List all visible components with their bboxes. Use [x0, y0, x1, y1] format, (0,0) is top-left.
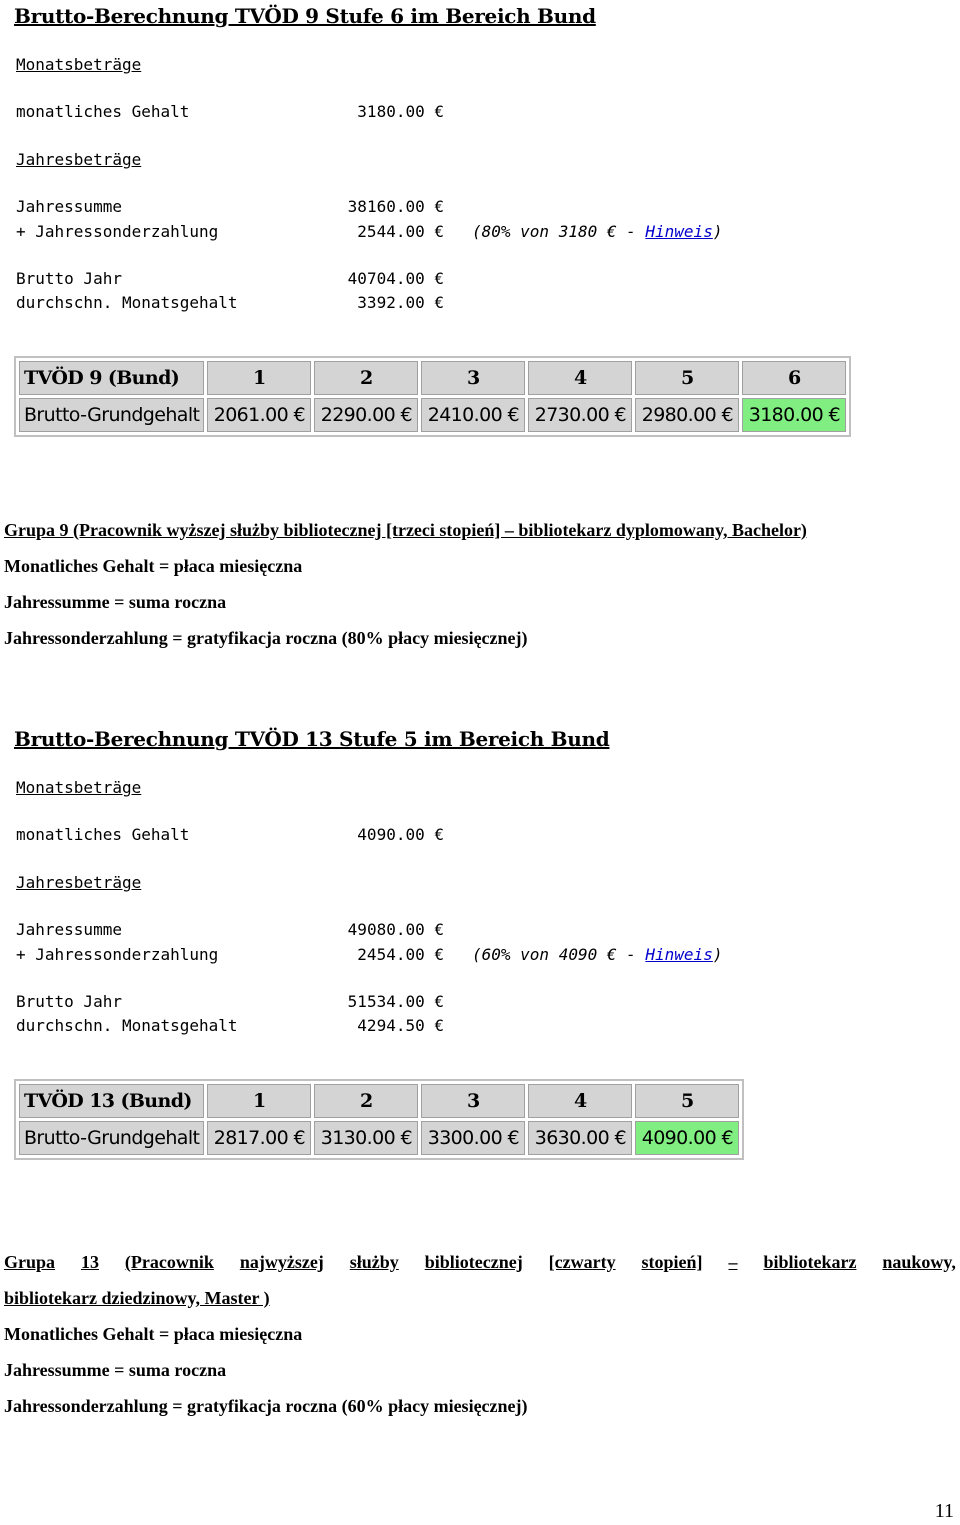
bonus-label: + Jahressonderzahlung [16, 945, 219, 964]
calc-title: Brutto-Berechnung TVÖD 13 Stufe 5 im Bereich Bund [14, 727, 610, 751]
translation-line: Jahressumme = suma roczna [4, 592, 227, 612]
monthly-label: monatliches Gehalt [16, 825, 190, 844]
bonus-note [472, 945, 722, 964]
group-word: naukowy, [882, 1252, 956, 1272]
page-number: 11 [934, 1500, 954, 1522]
bonus-note-prefix: (60% von 4090 € - [472, 945, 646, 964]
salary-cell: 2817.00 € [207, 1121, 311, 1155]
salary-table-row [19, 398, 846, 432]
yearly-sum-value: 49080.00 € [347, 920, 444, 939]
group-word: [czwarty [548, 1252, 616, 1272]
yearly-sum-label: Jahressumme [16, 920, 122, 939]
group-word: najwyższej [239, 1252, 324, 1272]
salary-cell: 2061.00 € [207, 398, 311, 432]
avg-month-value: 3392.00 € [357, 293, 444, 312]
avg-month-value: 4294.50 € [357, 1016, 444, 1035]
group-word: służby [349, 1252, 399, 1272]
salary-table [14, 356, 851, 437]
group-description-line1 [4, 1252, 956, 1273]
salary-table-row [19, 1121, 739, 1155]
step-header: 3 [421, 1084, 525, 1118]
gross-year-label: Brutto Jahr [16, 992, 122, 1011]
translation-line: Jahressonderzahlung = gratyfikacja roczna (80% płacy miesięcznej) [4, 628, 528, 648]
yearly-heading: Jahresbeträge [16, 873, 142, 892]
salary-cell: 2730.00 € [528, 398, 632, 432]
step-header: 6 [742, 361, 846, 395]
row-label: Brutto-Grundgehalt [19, 398, 204, 432]
bonus-note-suffix: ) [712, 222, 723, 241]
yearly-heading: Jahresbeträge [16, 150, 142, 169]
hinweis-link[interactable]: Hinweis [645, 222, 713, 241]
salary-cell: 3300.00 € [421, 1121, 525, 1155]
step-header: 1 [207, 361, 311, 395]
table-header-label: TVÖD 9 (Bund) [19, 361, 204, 395]
group-description-line2: bibliotekarz dziedzinowy, Master ) [4, 1288, 270, 1308]
bonus-value: 2454.00 € [357, 945, 444, 964]
table-header-label: TVÖD 13 (Bund) [19, 1084, 204, 1118]
salary-table-header-row [19, 1084, 739, 1118]
bonus-label: + Jahressonderzahlung [16, 222, 219, 241]
yearly-sum-label: Jahressumme [16, 197, 122, 216]
avg-month-label: durchschn. Monatsgehalt [16, 293, 238, 312]
bonus-value: 2544.00 € [357, 222, 444, 241]
step-header: 2 [314, 1084, 418, 1118]
translation-line: Jahressumme = suma roczna [4, 1360, 227, 1380]
salary-table [14, 1079, 744, 1160]
row-label: Brutto-Grundgehalt [19, 1121, 204, 1155]
monthly-label: monatliches Gehalt [16, 102, 190, 121]
monthly-heading: Monatsbeträge [16, 778, 142, 797]
group-word: – [728, 1252, 738, 1272]
yearly-sum-value: 38160.00 € [347, 197, 444, 216]
gross-year-label: Brutto Jahr [16, 269, 122, 288]
gross-year-value: 40704.00 € [347, 269, 444, 288]
group-word: (Pracownik [124, 1252, 214, 1272]
step-header: 5 [635, 361, 739, 395]
step-header: 2 [314, 361, 418, 395]
group-word: bibliotekarz [763, 1252, 857, 1272]
group-word: 13 [80, 1252, 99, 1272]
avg-month-label: durchschn. Monatsgehalt [16, 1016, 238, 1035]
group-word: stopień] [641, 1252, 703, 1272]
salary-cell-highlighted: 4090.00 € [635, 1121, 739, 1155]
calc-title: Brutto-Berechnung TVÖD 9 Stufe 6 im Bereich Bund [14, 4, 596, 28]
step-header: 4 [528, 361, 632, 395]
translation-line: Monatliches Gehalt = płaca miesięczna [4, 556, 303, 576]
monthly-heading: Monatsbeträge [16, 55, 142, 74]
salary-cell: 2410.00 € [421, 398, 525, 432]
salary-cell: 2980.00 € [635, 398, 739, 432]
bonus-note-suffix: ) [712, 945, 723, 964]
step-header: 4 [528, 1084, 632, 1118]
translation-line: Jahressonderzahlung = gratyfikacja roczna (60% płacy miesięcznej) [4, 1396, 528, 1416]
group-word: Grupa [4, 1252, 56, 1272]
monthly-value: 4090.00 € [357, 825, 444, 844]
group-word: bibliotecznej [424, 1252, 523, 1272]
salary-cell-highlighted: 3180.00 € [742, 398, 846, 432]
hinweis-link[interactable]: Hinweis [645, 945, 713, 964]
bonus-note [472, 222, 722, 241]
monthly-value: 3180.00 € [357, 102, 444, 121]
salary-cell: 3130.00 € [314, 1121, 418, 1155]
salary-cell: 3630.00 € [528, 1121, 632, 1155]
group-description: Grupa 9 (Pracownik wyższej służby bibliotecznej [trzeci stopień] – bibliotekarz dyplomowany, Bachelor) [4, 520, 807, 540]
step-header: 5 [635, 1084, 739, 1118]
gross-year-value: 51534.00 € [347, 992, 444, 1011]
salary-cell: 2290.00 € [314, 398, 418, 432]
bonus-note-prefix: (80% von 3180 € - [472, 222, 646, 241]
translation-line: Monatliches Gehalt = płaca miesięczna [4, 1324, 303, 1344]
step-header: 3 [421, 361, 525, 395]
salary-table-header-row [19, 361, 846, 395]
step-header: 1 [207, 1084, 311, 1118]
